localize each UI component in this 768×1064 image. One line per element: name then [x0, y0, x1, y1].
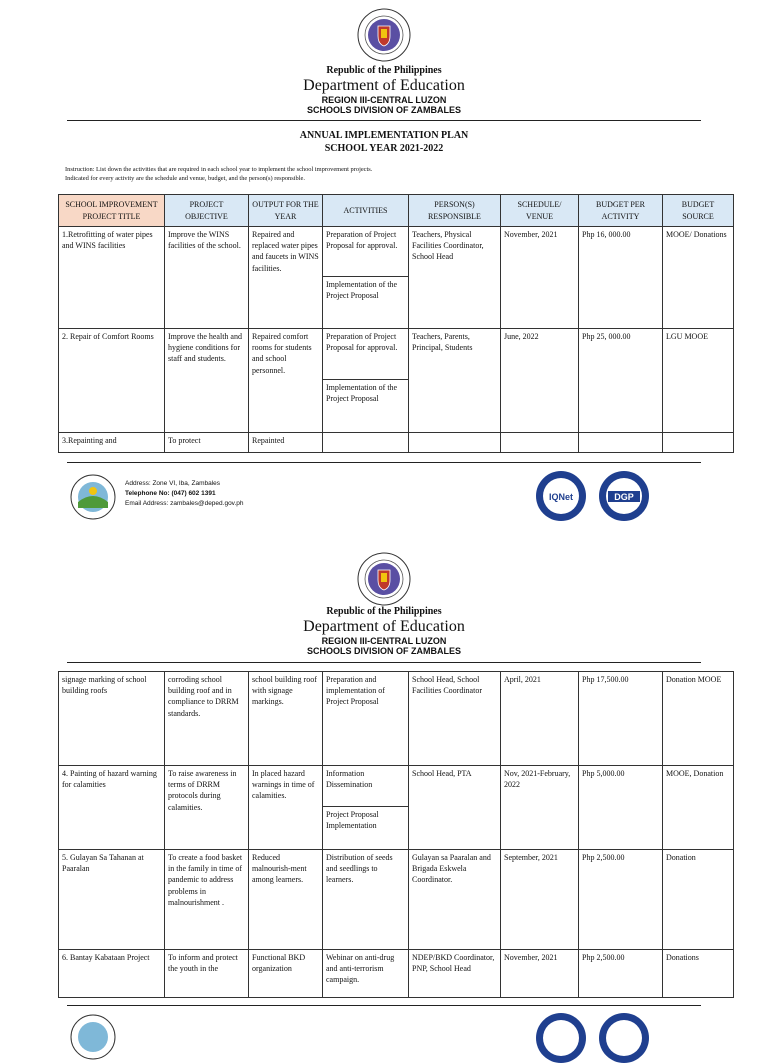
budget-per-activity-cell: Php 2,500.00: [579, 950, 663, 998]
cert2-text: DGP: [614, 492, 634, 502]
project-objective-cell: To inform and protect the youth in the: [165, 950, 249, 998]
footer-address: Address: Zone VI, Iba, Zambales: [125, 480, 221, 487]
page-2-footer: [67, 1005, 701, 1006]
persons-responsible-cell: Teachers, Physical Facilities Coordinator, School Head: [409, 227, 501, 329]
persons-responsible-cell: NDEP/BKD Coordinator, PNP, School Head: [409, 950, 501, 998]
activity-item: Implementation of the Project Proposal: [323, 276, 408, 326]
cert1-text: IQNet: [548, 492, 574, 502]
project-objective-cell: To raise awareness in terms of DRRM protocols during calamities.: [165, 766, 249, 850]
output-for-year-cell: Repaired and replaced water pipes and faucets in WINS facilities.: [249, 227, 323, 329]
col-header-activities: ACTIVITIES: [323, 195, 409, 227]
header-rule: [67, 662, 701, 663]
instruction-line-2: Indicated for every activity are the schedule and venue, budget, and the person(s) responsible.: [65, 174, 305, 182]
plan-title: ANNUAL IMPLEMENTATION PLAN: [299, 130, 469, 141]
republic-text: Republic of the Philippines: [326, 65, 442, 76]
col-header-title: SCHOOL IMPROVEMENT PROJECT TITLE: [59, 195, 165, 227]
iqnet-certification-icon: [535, 1012, 587, 1064]
activities-cell: [323, 672, 409, 766]
division-logo-icon: [70, 1014, 116, 1060]
activity-item: Distribution of seeds and seedlings to learners.: [326, 853, 393, 885]
activity-item: Preparation of Project Proposal for approval.: [326, 230, 398, 251]
activities-cell: [323, 850, 409, 950]
budget-source-cell: Donation MOOE: [663, 672, 734, 766]
project-title-cell: 2. Repair of Comfort Rooms: [59, 329, 165, 433]
activities-cell: [323, 950, 409, 998]
col-header-schedule: SCHEDULE/ VENUE: [501, 195, 579, 227]
output-for-year-cell: In placed hazard warnings in time of calamities.: [249, 766, 323, 850]
department-text: Department of Education: [303, 76, 465, 94]
col-header-output: OUTPUT FOR THE YEAR: [249, 195, 323, 227]
page-2-header: [0, 606, 768, 657]
project-title-cell: signage marking of school building roofs: [59, 672, 165, 766]
output-for-year-cell: Repainted: [249, 433, 323, 453]
deped-seal-icon: [357, 552, 411, 606]
persons-responsible-cell: School Head, School Facilities Coordinator: [409, 672, 501, 766]
schedule-venue-cell: Nov, 2021-February, 2022: [501, 766, 579, 850]
budget-source-cell: MOOE/ Donations: [663, 227, 734, 329]
activities-cell: [323, 766, 409, 850]
budget-per-activity-cell: Php 17,500.00: [579, 672, 663, 766]
budget-per-activity-cell: Php 5,000.00: [579, 766, 663, 850]
output-for-year-cell: school building roof with signage markings.: [249, 672, 323, 766]
activity-item: Preparation of Project Proposal for approval.: [326, 332, 398, 353]
schedule-venue-cell: September, 2021: [501, 850, 579, 950]
activity-item: Preparation and implementation of Project Proposal: [326, 675, 385, 707]
budget-source-cell: LGU MOOE: [663, 329, 734, 433]
project-objective-cell: To create a food basket in the family in time of pandemic to address problems in malnourishment .: [165, 850, 249, 950]
project-title-cell: 1.Retrofitting of water pipes and WINS facilities: [59, 227, 165, 329]
project-title-cell: 6. Bantay Kabataan Project: [59, 950, 165, 998]
budget-per-activity-cell: Php 25, 000.00: [579, 329, 663, 433]
persons-responsible-cell: Teachers, Parents, Principal, Students: [409, 329, 501, 433]
plan-table-page-2: [58, 671, 734, 998]
table-row: [59, 950, 734, 998]
footer-email: Email Address: zambales@deped.gov.ph: [125, 500, 244, 508]
activity-item: Webinar on anti-drug and anti-terrorism campaign.: [326, 953, 395, 985]
project-title-cell: 4. Painting of hazard warning for calamities: [59, 766, 165, 850]
instruction-line-1: Instruction: List down the activities that are required in each school year to implement the school improvement projects.: [65, 166, 373, 173]
budget-per-activity-cell: Php 16, 000.00: [579, 227, 663, 329]
output-for-year-cell: Functional BKD organization: [249, 950, 323, 998]
region-text: REGION III-CENTRAL LUZON: [321, 635, 447, 646]
schedule-venue-cell: November, 2021: [501, 227, 579, 329]
department-text: Department of Education: [303, 617, 465, 635]
col-header-objective: PROJECT OBJECTIVE: [165, 195, 249, 227]
schedule-venue-cell: June, 2022: [501, 329, 579, 433]
col-header-budget: BUDGET PER ACTIVITY: [579, 195, 663, 227]
project-objective-cell: Improve the health and hygiene conditions for staff and students.: [165, 329, 249, 433]
persons-responsible-cell: Gulayan sa Paaralan and Brigada Eskwela Coordinator.: [409, 850, 501, 950]
division-text: SCHOOLS DIVISION OF ZAMBALES: [306, 646, 461, 657]
schedule-venue-cell: November, 2021: [501, 950, 579, 998]
activity-item: Project Proposal Implementation: [323, 806, 408, 847]
project-objective-cell: corroding school building roof and in compliance to DRRM standards.: [165, 672, 249, 766]
activity-item: Implementation of the Project Proposal: [323, 379, 408, 430]
table-row: [59, 672, 734, 766]
budget-source-cell: Donation: [663, 850, 734, 950]
dgp-certification-icon: [598, 1012, 650, 1064]
project-title-cell: 3.Repainting and: [59, 433, 165, 453]
schedule-venue-cell: April, 2021: [501, 672, 579, 766]
project-objective-cell: To protect: [165, 433, 249, 453]
table-row: [59, 850, 734, 950]
col-header-source: BUDGET SOURCE: [663, 195, 734, 227]
project-objective-cell: Improve the WINS facilities of the school.: [165, 227, 249, 329]
region-text: REGION III-CENTRAL LUZON: [321, 94, 447, 105]
table-row: [59, 766, 734, 850]
budget-source-cell: MOOE, Donation: [663, 766, 734, 850]
persons-responsible-cell: School Head, PTA: [409, 766, 501, 850]
footer-telephone: Telephone No: (047) 602 1391: [125, 490, 216, 498]
republic-text: Republic of the Philippines: [326, 606, 442, 617]
budget-source-cell: Donations: [663, 950, 734, 998]
division-text: SCHOOLS DIVISION OF ZAMBALES: [306, 105, 461, 116]
activity-item: Information Dissemination: [326, 769, 373, 790]
footer-rule: [67, 1005, 701, 1006]
school-year: SCHOOL YEAR 2021-2022: [324, 142, 444, 154]
output-for-year-cell: Reduced malnourish-ment among learners.: [249, 850, 323, 950]
project-title-cell: 5. Gulayan Sa Tahanan at Paaralan: [59, 850, 165, 950]
output-for-year-cell: Repaired comfort rooms for students and school personnel.: [249, 329, 323, 433]
col-header-persons: PERSON(S) RESPONSIBLE: [409, 195, 501, 227]
budget-per-activity-cell: Php 2,500.00: [579, 850, 663, 950]
